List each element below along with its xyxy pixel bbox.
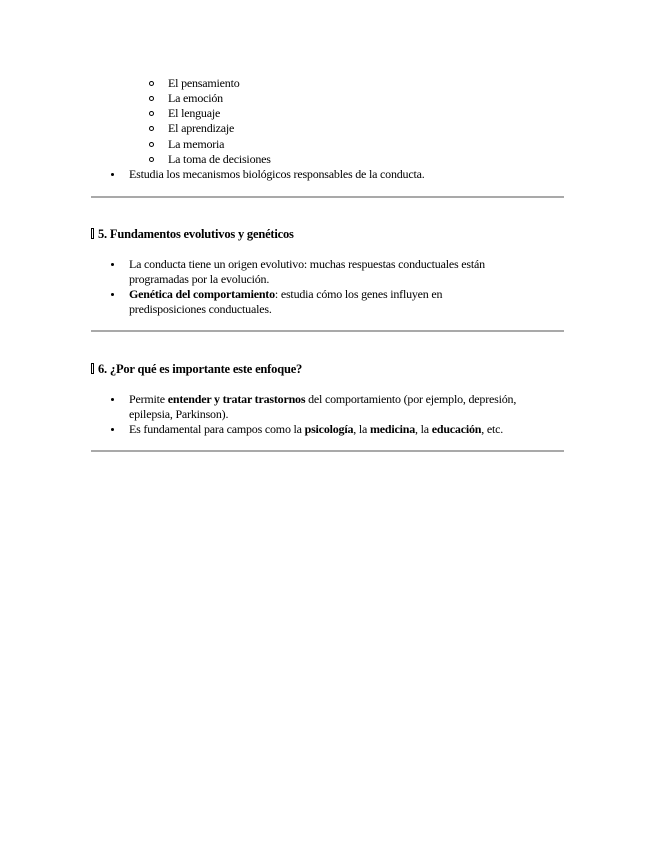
list-item (129, 392, 516, 407)
text-span: del comportamiento (por ejemplo, depresión, (305, 392, 517, 406)
list-item: La memoria (168, 137, 225, 151)
bold-term: Genética del comportamiento (129, 287, 275, 301)
bullet-icon (111, 173, 114, 176)
section-title: 5. Fundamentos evolutivos y genéticos (98, 227, 294, 241)
list-item-continuation: predisposiciones conductuales. (129, 302, 272, 316)
missing-glyph-icon (91, 228, 94, 239)
list-item: Estudia los mecanismos biológicos responsables de la conducta. (129, 167, 425, 181)
list-item-continuation: programadas por la evolución. (129, 272, 270, 286)
list-item: El lenguaje (168, 106, 221, 120)
circle-bullet-icon (149, 142, 154, 147)
section-title: 6. ¿Por qué es importante este enfoque? (98, 362, 303, 376)
section-heading (91, 362, 302, 377)
bullet-icon (111, 293, 114, 296)
section-heading (91, 227, 294, 242)
text-span: , etc. (481, 422, 504, 436)
bold-term: psicología (304, 422, 354, 436)
list-item (129, 422, 503, 437)
list-item-continuation: epilepsia, Parkinson). (129, 407, 229, 421)
text-span: , la (353, 422, 370, 436)
circle-bullet-icon (149, 96, 154, 101)
text-span: , la (415, 422, 432, 436)
text-span: Es fundamental para campos como la (129, 422, 305, 436)
list-item: El aprendizaje (168, 121, 235, 135)
section-divider (91, 330, 564, 332)
bullet-icon (111, 428, 114, 431)
list-item: El pensamiento (168, 76, 240, 90)
list-item: La emoción (168, 91, 223, 105)
bold-term: educación (431, 422, 482, 436)
circle-bullet-icon (149, 126, 154, 131)
missing-glyph-icon (91, 363, 94, 374)
circle-bullet-icon (149, 111, 154, 116)
bullet-icon (111, 263, 114, 266)
text-span: Permite (129, 392, 168, 406)
list-item (129, 287, 442, 302)
bullet-icon (111, 398, 114, 401)
bold-term: medicina (369, 422, 416, 436)
section-divider (91, 450, 564, 452)
circle-bullet-icon (149, 81, 154, 86)
circle-bullet-icon (149, 157, 154, 162)
section-divider (91, 196, 564, 198)
list-item: La conducta tiene un origen evolutivo: muchas respuestas conductuales están (129, 257, 485, 271)
text-span: : estudia cómo los genes influyen en (274, 287, 443, 301)
list-item: La toma de decisiones (168, 152, 271, 166)
bold-term: entender y tratar trastornos (167, 392, 306, 406)
